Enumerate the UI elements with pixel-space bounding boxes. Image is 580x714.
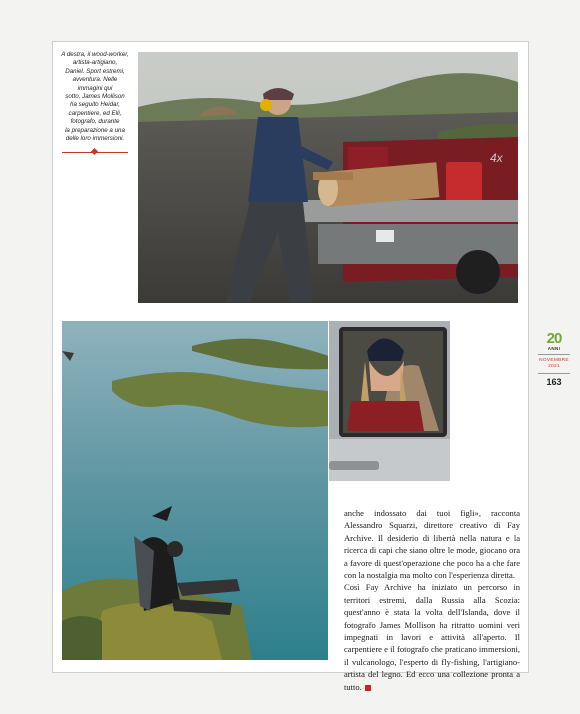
photo-woodworker-truck — [138, 52, 518, 303]
caption-line: Daniel. Sport estremi, — [65, 67, 125, 75]
caption-line: immagini qui — [77, 84, 113, 92]
anniversary-logo: 20 — [546, 330, 562, 347]
caption-line: la preparazione a una — [65, 126, 125, 134]
caption-line: fotografo, durante — [70, 118, 120, 126]
anniversary-sub: ANNI — [547, 346, 561, 351]
caption-line: ha seguito Heidar, — [70, 101, 120, 109]
caption-line: avventura. Nelle — [72, 76, 118, 84]
article-paragraph-text: Così Fay Archive ha iniziato un percorso in territori estremi, dalla Russia alla Scozia: quest'anno è stata la volta dell'Islanda, dove il fotografo James Mollison ha ritratto uomini veri impegnati in lavori e attività all'aperto. Il carpentiere e il fotografo che praticano immersioni, il vulcanologo, l'esperto di fly-fishing, l'artigiano-artista del legno. Ed ecco una collezione pronta a tutto. — [344, 582, 520, 692]
page-number: 163 — [546, 377, 562, 387]
badge-divider — [538, 354, 570, 355]
article-paragraph: anche indossato dai tuoi figli», racconta Alessandro Squarzi, direttore creativo di Fay Archive. Il desiderio di libertà nella natura e la ricerca di capi che siano oltre le mode, giocano ora a favore di quest'operazione che poco ha a che fare con la nostalgia ma molto con l'esperienza diretta. — [344, 508, 520, 581]
article-body — [344, 507, 520, 693]
photo-man-in-car — [329, 321, 450, 481]
caption-line: sotto, James Mollison — [65, 93, 125, 101]
photo-diver-lake — [62, 321, 328, 660]
issue-month: NOVEMBRE — [539, 358, 569, 363]
caption-line: delle loro immersioni. — [65, 135, 125, 143]
photo-caption — [60, 51, 130, 143]
caption-line: artista-artigiano, — [72, 59, 118, 67]
caption-line: A destra, il wood-worker, — [61, 51, 129, 58]
issue-year: 2021 — [548, 364, 560, 369]
article-paragraph — [344, 581, 520, 693]
badge-divider — [538, 373, 570, 374]
anniversary-badge — [536, 332, 572, 387]
caption-line: carpentiere, ed Elli, — [68, 109, 122, 117]
end-of-article-icon — [365, 685, 371, 691]
truck-badge-text: 4x — [490, 151, 503, 165]
